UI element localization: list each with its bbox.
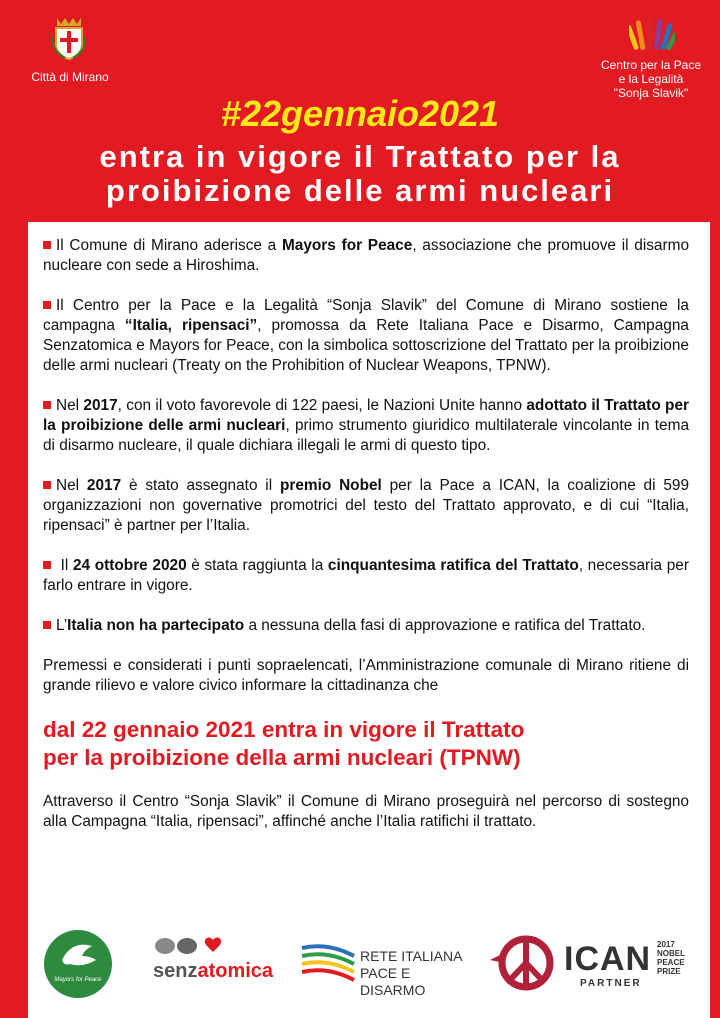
bold-text: Mayors for Peace (281, 237, 413, 254)
nobel-prize-label: 2017 NOBEL PEACE PRIZE (657, 940, 685, 976)
mayors-for-peace-label: Mayors for Peace (54, 977, 102, 983)
dove-icon (44, 930, 112, 980)
premise-paragraph: Premessi e considerati i punti sopraelencati, l’Amministrazione comunale di Mirano ritiene di grande rilievo e valore civico informare la cittadinanza che (43, 657, 689, 694)
bold-text: adottato il Trattato per la proibizione delle armi nucleari (43, 397, 689, 434)
red-square-bullet-icon (43, 621, 51, 629)
bullet-paragraph (43, 556, 689, 596)
bold-text: “Italia, ripensaci” (124, 317, 258, 334)
senzatomica-wordmark (153, 960, 273, 983)
bullet-paragraph (43, 476, 689, 536)
ican-wordmark: ICAN (564, 940, 652, 978)
bold-text: 24 ottobre 2020 (72, 557, 187, 574)
bold-text: Italia non ha partecipato (67, 617, 245, 634)
rainbow-hands-icon (629, 16, 675, 56)
bold-text: cinquantesima ratifica del Trattato (327, 557, 579, 574)
hashtag-title: #22gennaio2021 (220, 93, 500, 134)
city-crest-icon (52, 16, 86, 60)
paragraph-text: Il Comune di Mirano aderisce a (56, 237, 282, 254)
ican-partner-logo (490, 928, 705, 1000)
paragraph-text: , necessaria per farlo entrare in vigore. (43, 557, 689, 594)
red-square-bullet-icon (43, 561, 51, 569)
mayors-for-peace-logo (44, 930, 112, 998)
content (43, 236, 689, 852)
paragraph-text: , associazione che promuove il disarmo nucleare con sede a Hiroshima. (43, 237, 690, 274)
rainbow-swoosh-icon (298, 928, 358, 992)
red-square-bullet-icon (43, 401, 51, 409)
paragraph-text: a nessuna della fasi di approvazione e ratifica del Trattato. (244, 617, 646, 634)
senzatomica-wordmark-b: atomica (197, 960, 274, 982)
bullet-list (43, 236, 689, 636)
paragraph-text: L’ (56, 617, 68, 634)
paragraph-text: per la Pace a ICAN, la coalizione di 599 organizzazioni non governative promotrici del testo del Trattato approvato, e di cui “Italia, ripensaci” è partner per l’Italia. (43, 477, 690, 534)
ican-peace-sign-icon (490, 930, 556, 996)
header (0, 0, 720, 222)
paragraph-text: è stata raggiunta la (186, 557, 328, 574)
paragraph-text: Nel (56, 477, 87, 494)
paragraph-text: , primo strumento giuridico multilaterale vincolante in tema di disarmo nucleare, il quale dichiara illegali le armi di questo tipo. (43, 417, 689, 454)
bold-text: 2017 (86, 477, 122, 494)
paragraph-text: , promossa da Rete Italiana Pace e Disarmo, Campagna Senzatomica e Mayors for Peace, con la simbolica sottoscrizione del Trattato per la proibizione delle armi nucleari (Treaty on the Prohibition of Nuclear Weapons, TPNW). (43, 317, 689, 374)
senzatomica-wordmark-a: senz (153, 960, 198, 982)
senzatomica-logo (153, 932, 293, 992)
paragraph-text: Il Centro per la Pace e la Legalità “Sonja Slavik” del Comune di Mirano sostiene la campagna (43, 297, 689, 334)
red-square-bullet-icon (43, 241, 51, 249)
rete-pace-disarmo-wordmark: RETE ITALIANA PACE E DISARMO (360, 948, 463, 998)
paragraph-text: è stato assegnato il (121, 477, 280, 494)
headline: entra in vigore il Trattato per la proibizione delle armi nucleari (99, 139, 621, 208)
bullet-paragraph (43, 616, 689, 636)
paragraph-text: Nel (56, 397, 84, 414)
bold-text: 2017 (83, 397, 118, 414)
bold-text: premio Nobel (279, 477, 382, 494)
ican-partner-label: PARTNER (580, 978, 642, 989)
rete-pace-disarmo-logo (298, 928, 468, 998)
animals-heart-icon (153, 932, 233, 958)
paragraph-text: Il (56, 557, 73, 574)
bullet-paragraph (43, 296, 689, 376)
bullet-paragraph (43, 236, 689, 276)
peace-center-name: Centro per la Pace e la Legalità "Sonja Slavik" (600, 58, 702, 100)
paragraph-text: , con il voto favorevole di 122 paesi, le Nazioni Unite hanno (117, 397, 527, 414)
city-name: Città di Mirano (31, 70, 109, 84)
closing-paragraph: Attraverso il Centro “Sonja Slavik” il Comune di Mirano proseguirà nel percorso di sostegno alla Campagna “Italia, ripensaci”, affinché anche l’Italia ratifichi il trattato. (43, 793, 689, 830)
partner-logos (28, 922, 710, 1012)
red-square-bullet-icon (43, 481, 51, 489)
bullet-paragraph (43, 396, 689, 456)
highlight-statement: dal 22 gennaio 2021 entra in vigore il Trattato per la proibizione della armi nucleari (TPNW) (43, 717, 525, 770)
red-square-bullet-icon (43, 301, 51, 309)
